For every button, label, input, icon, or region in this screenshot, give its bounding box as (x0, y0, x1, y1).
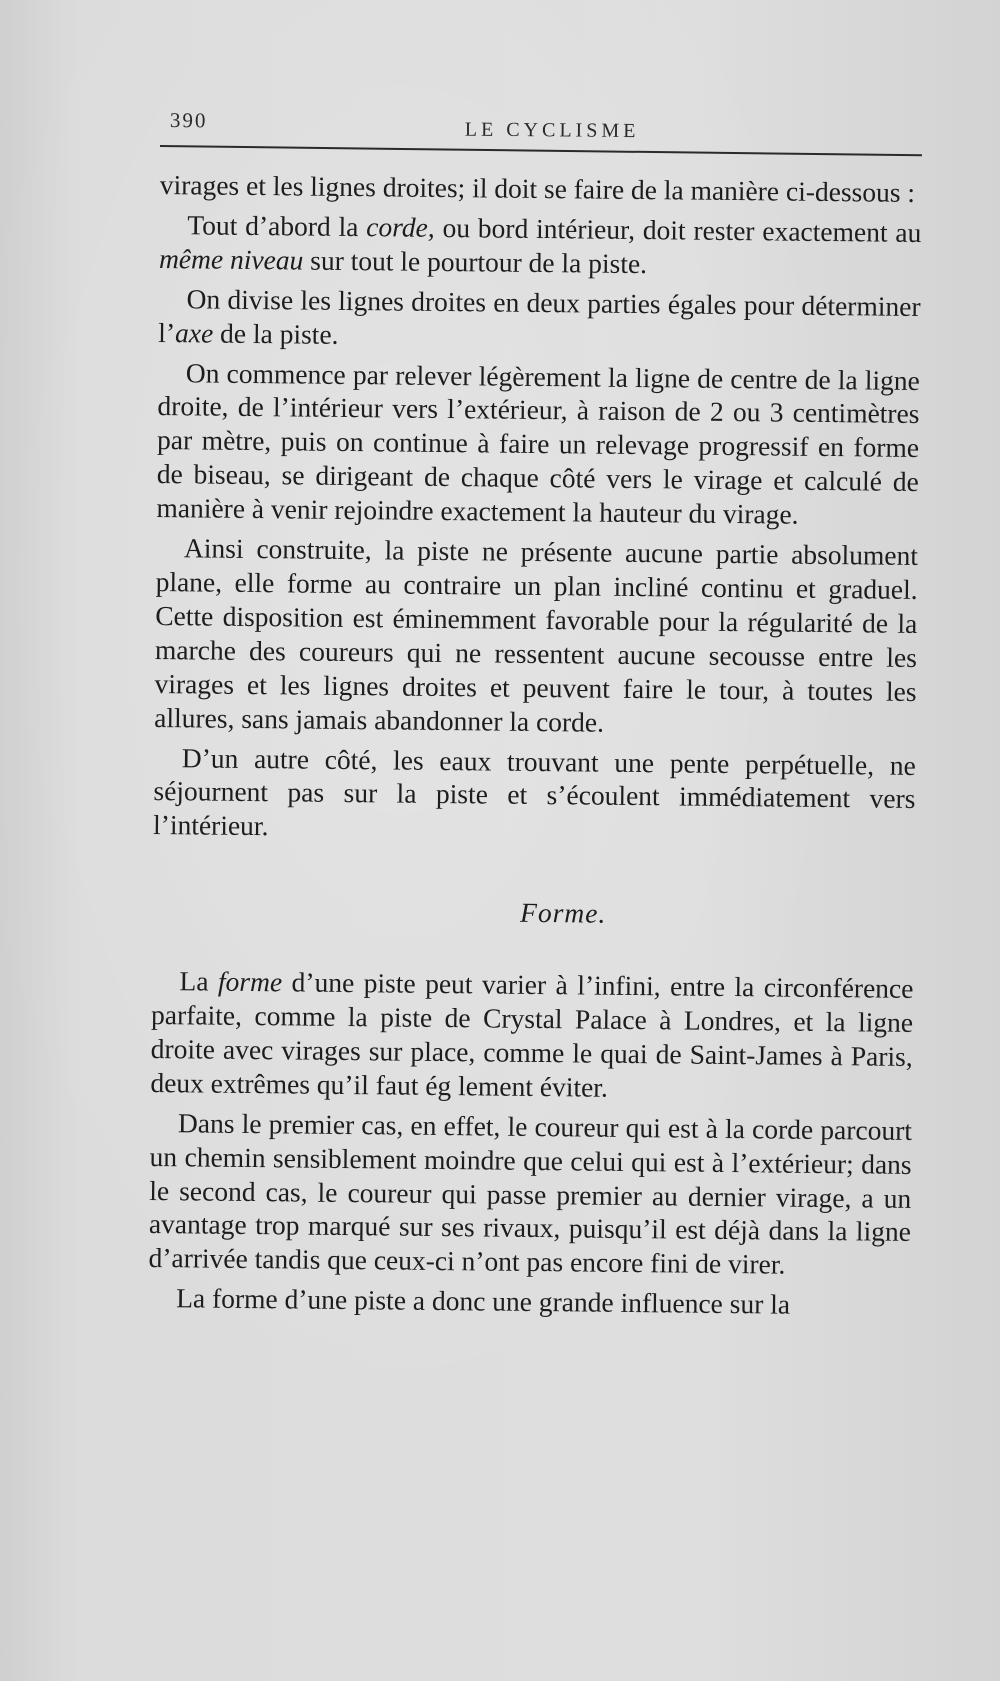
paragraph-9: La forme d’une piste a donc une grande influence sur la (176, 1282, 791, 1320)
paragraph-1: virages et les lignes droites; il doit se faire de la manière ci-dessous : (159, 168, 916, 208)
paragraph-5: Ainsi construite, la piste ne présente aucune partie absolument plane, elle forme au contraire un plan incliné continu et graduel. Cette disposition est éminemment favorable pour la régularité de la marche des coureurs qui ne ressentent aucune secousse entre les virages et les lignes droites et peuvent faire le tour, à toutes les allures, sans jamais abandonner la corde. (154, 532, 919, 738)
paragraph-6: D’un autre côté, les eaux trouvant une pente perpétuelle, ne séjournent pas sur la piste et s’écoulent immédiatement vers l’intérieur. (152, 741, 916, 842)
paragraph-8: Dans le premier cas, en effet, le coureur qui est à la corde parcourt un chemin sensiblement moindre que celui qui est à l’extérieur; dans le second cas, le coureur qui passe premier au dernier virage, a un avantage trop marqué sur ses rivaux, puisqu’il est déjà dans la ligne d’arrivée tandis que ceux-ci n’ont pas encore fini de virer. (148, 1106, 913, 1280)
paragraph-2-italic-corde: corde, (366, 211, 435, 243)
section-heading: Forme. (519, 897, 607, 929)
paragraph-2-text-e: sur tout le pourtour de la piste. (303, 244, 648, 279)
paragraph-3-text-c: de la piste. (213, 317, 339, 350)
paragraph-3-italic-axe: axe (174, 316, 214, 349)
paragraph-2-italic-meme-niveau: même niveau (158, 242, 304, 276)
paragraph-3-text-a: On divise les lignes droites en deux parties égales pour déterminer l’ (158, 283, 921, 348)
paragraph-2-text-a: Tout d’abord la (187, 209, 367, 243)
paragraph-3 (158, 282, 921, 358)
paragraph-2 (159, 208, 922, 284)
paragraph-4: On commence par relever légèrement la ligne de centre de la ligne droite, de l’intérieur vers l’extérieur, à raison de 2 ou 3 centimètres par mètre, puis on continue à faire un relevage progressif en forme de biseau, se dirigeant de chaque côté vers le virage et calculé de manière à venir rejoindre exactement la hauteur du virage. (156, 356, 920, 530)
paragraph-2-text-c: ou bord intérieur, doit rester exactement au (434, 211, 922, 248)
paragraph-7 (150, 964, 913, 1108)
paragraph-7-text-a: La (179, 965, 219, 997)
paragraph-7-text-c: d’une piste peut varier à l’infini, entre la circonférence parfaite, comme la piste de Crystal Palace à Londres, et la ligne droite avec virages sur place, comme le quai de Saint-James à Paris, deux extrêmes qu’il faut ég lement éviter. (150, 966, 914, 1103)
page-number: 390 (169, 108, 208, 133)
running-title: LE CYCLISME (464, 118, 640, 143)
paragraph-7-italic-forme: forme (217, 965, 283, 998)
body-text (148, 168, 922, 1329)
